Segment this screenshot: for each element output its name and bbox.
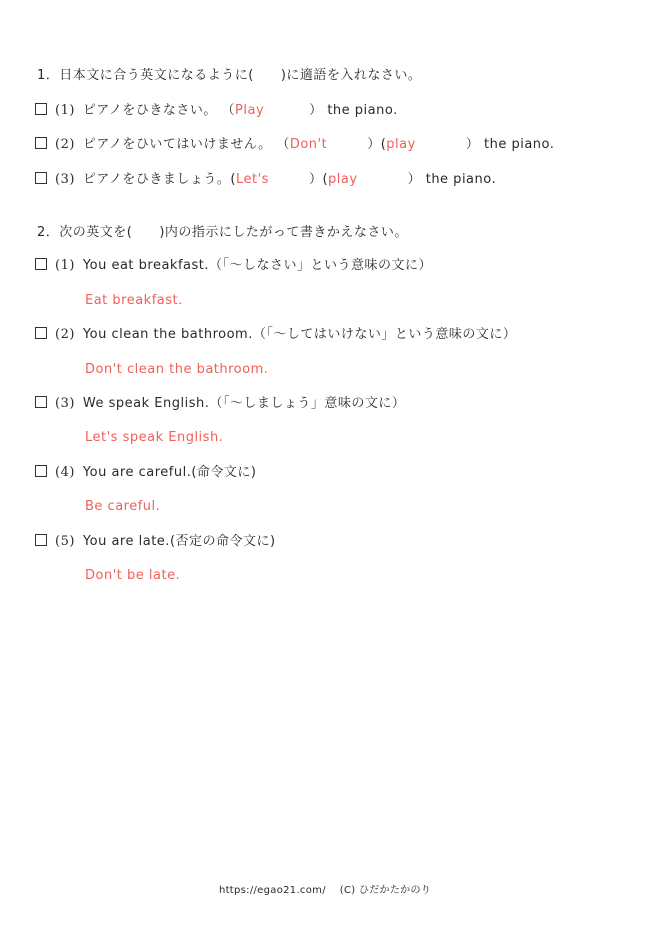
item-japanese: ピアノをひきなさい。 xyxy=(82,103,217,118)
section2-item-4 xyxy=(35,464,257,482)
item-sentence: You eat breakfast. xyxy=(82,258,210,273)
item-instruction: （「～してはいけない」という意味の文に） xyxy=(252,327,517,342)
item-tail: the piano. xyxy=(425,172,497,187)
answer-word: Let's xyxy=(235,172,269,187)
section2-answer-3: Let's speak English. xyxy=(85,430,224,445)
answer-word: play xyxy=(386,137,416,152)
section2-item-3 xyxy=(35,395,405,413)
close-paren: ） xyxy=(465,137,480,152)
checkbox[interactable] xyxy=(35,137,47,149)
item-number: (1) xyxy=(55,258,75,273)
section2-answer-1: Eat breakfast. xyxy=(85,293,183,308)
close-paren: ） xyxy=(308,172,323,187)
section2-item-5 xyxy=(35,533,276,551)
item-number: (3) xyxy=(55,172,75,187)
close-paren: ） xyxy=(367,137,381,152)
section1-item-1 xyxy=(35,102,398,120)
checkbox[interactable] xyxy=(35,258,47,270)
section2-answer-4: Be careful. xyxy=(85,499,161,514)
open-paren: （ xyxy=(221,103,236,118)
section2-item-2 xyxy=(35,326,516,344)
item-number: (4) xyxy=(55,465,75,480)
open-paren: ( xyxy=(230,172,236,187)
item-tail: the piano. xyxy=(327,103,398,118)
item-instruction: （「～しなさい」という意味の文に） xyxy=(209,258,433,273)
item-number: (1) xyxy=(55,103,75,118)
open-paren: ( xyxy=(322,172,329,187)
close-paren: ） xyxy=(407,172,422,187)
section2-answer-5: Don't be late. xyxy=(85,568,181,583)
item-sentence: You are careful. xyxy=(82,465,192,480)
section1-title: 1．日本文に合う英文になるように( )に適語を入れなさい。 xyxy=(37,68,422,83)
item-sentence: We speak English. xyxy=(82,396,210,411)
item-number: (2) xyxy=(55,137,75,152)
item-instruction: (命令文に) xyxy=(191,465,257,480)
section1-item-2 xyxy=(35,136,554,154)
item-sentence: You clean the bathroom. xyxy=(82,327,253,342)
checkbox[interactable] xyxy=(35,465,47,477)
checkbox[interactable] xyxy=(35,327,47,339)
section1-item-3 xyxy=(35,171,496,189)
answer-word: Don't xyxy=(289,137,328,152)
item-instruction: (否定の命令文に) xyxy=(169,534,276,549)
answer-word: Play xyxy=(235,103,265,118)
open-paren: ( xyxy=(380,137,387,152)
page-footer xyxy=(0,881,650,896)
item-instruction: （「～しましょう」意味の文に） xyxy=(209,396,406,411)
item-tail: the piano. xyxy=(483,137,555,152)
item-number: (2) xyxy=(55,327,75,342)
checkbox[interactable] xyxy=(35,172,47,184)
item-japanese: ピアノをひいてはいけません。 xyxy=(82,137,272,152)
item-number: (5) xyxy=(55,534,75,549)
section2-answer-2: Don't clean the bathroom. xyxy=(85,362,269,377)
checkbox[interactable] xyxy=(35,103,47,115)
checkbox[interactable] xyxy=(35,396,47,408)
item-japanese: ピアノをひきましょう。 xyxy=(82,172,231,187)
close-paren: ） xyxy=(309,103,323,118)
footer-url[interactable]: https://egao21.com/ xyxy=(218,885,326,896)
section2-item-1 xyxy=(35,257,432,275)
footer-credit: (C) ひだかたかのり xyxy=(339,885,432,896)
answer-word: play xyxy=(328,172,358,187)
item-number: (3) xyxy=(55,396,75,411)
open-paren: （ xyxy=(276,137,290,152)
item-sentence: You are late. xyxy=(82,534,170,549)
checkbox[interactable] xyxy=(35,534,47,546)
section2-title: 2．次の英文を( )内の指示にしたがって書きかえなさい。 xyxy=(37,225,408,240)
